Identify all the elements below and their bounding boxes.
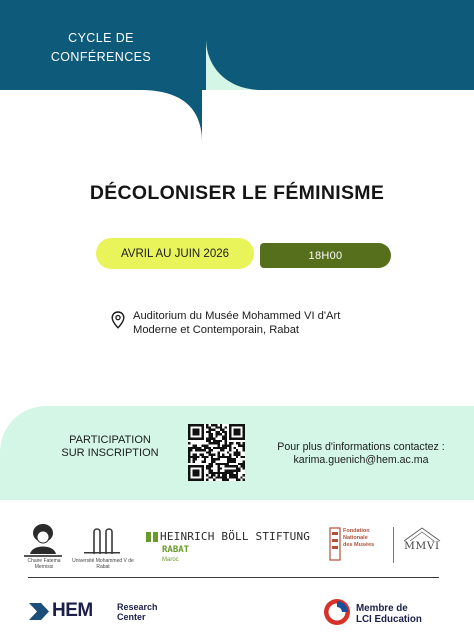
date-badge — [96, 238, 254, 269]
lci-line-1: Membre de — [356, 603, 408, 614]
location-pin-icon — [111, 311, 125, 329]
venue-line-2: Moderne et Contemporain, Rabat — [133, 324, 300, 336]
cycle-label — [26, 29, 176, 67]
boell-mark-icon — [146, 532, 158, 542]
lci-membership — [356, 603, 422, 625]
boell-city: RABAT — [162, 545, 190, 555]
qr-code[interactable] — [188, 424, 245, 481]
university-caption: Université Mohammed V de Rabat — [72, 558, 134, 570]
boell-name: HEINRICH BÖLL STIFTUNG — [160, 530, 311, 543]
participation-label — [50, 434, 170, 460]
fnm-line-3: des Musées — [343, 542, 375, 548]
venue-address — [133, 309, 383, 337]
hem-logo-icon — [29, 603, 49, 620]
contact-line: Pour plus d'informations contactez : — [277, 441, 445, 453]
participation-line-2: SUR INSCRIPTION — [61, 447, 159, 459]
hem-line-1: Research — [117, 602, 158, 612]
hem-line-2: Center — [117, 611, 146, 622]
header-shapes — [0, 0, 474, 150]
lci-logo-icon — [323, 598, 351, 626]
page-title: DÉCOLONISER LE FÉMINISME — [89, 182, 385, 204]
boell-country: Maroc — [162, 557, 179, 563]
cycle-line-2: CONFÉRENCES — [50, 50, 152, 64]
date-text: AVRIL AU JUIN 2026 — [120, 247, 230, 260]
participation-line-1: PARTICIPATION — [69, 434, 151, 446]
fnm-caption — [343, 528, 393, 549]
contact-info — [256, 441, 466, 467]
fnm-line-1: Fondation — [343, 528, 370, 534]
mmvi-logo: MMVI — [404, 540, 440, 552]
hem-wordmark: HEM — [52, 600, 93, 621]
venue-line-1: Auditorium du Musée Mohammed VI d'Art — [133, 310, 341, 322]
contact-email[interactable]: karima.guenich@hem.ac.ma — [293, 454, 429, 466]
time-text: 18H00 — [308, 249, 343, 262]
lci-line-2: LCI Education — [356, 614, 422, 625]
partner-divider — [393, 527, 394, 563]
fatema-mernissi-caption: Chaire Fatema Mernissi — [27, 558, 61, 570]
footer-divider — [28, 577, 439, 578]
hem-subtitle — [117, 603, 158, 622]
time-badge — [260, 243, 391, 268]
cycle-line-1: CYCLE DE — [68, 31, 134, 45]
fnm-line-2: Nationale — [343, 535, 368, 541]
university-logo — [80, 528, 124, 558]
fnm-logo-icon — [329, 527, 341, 561]
